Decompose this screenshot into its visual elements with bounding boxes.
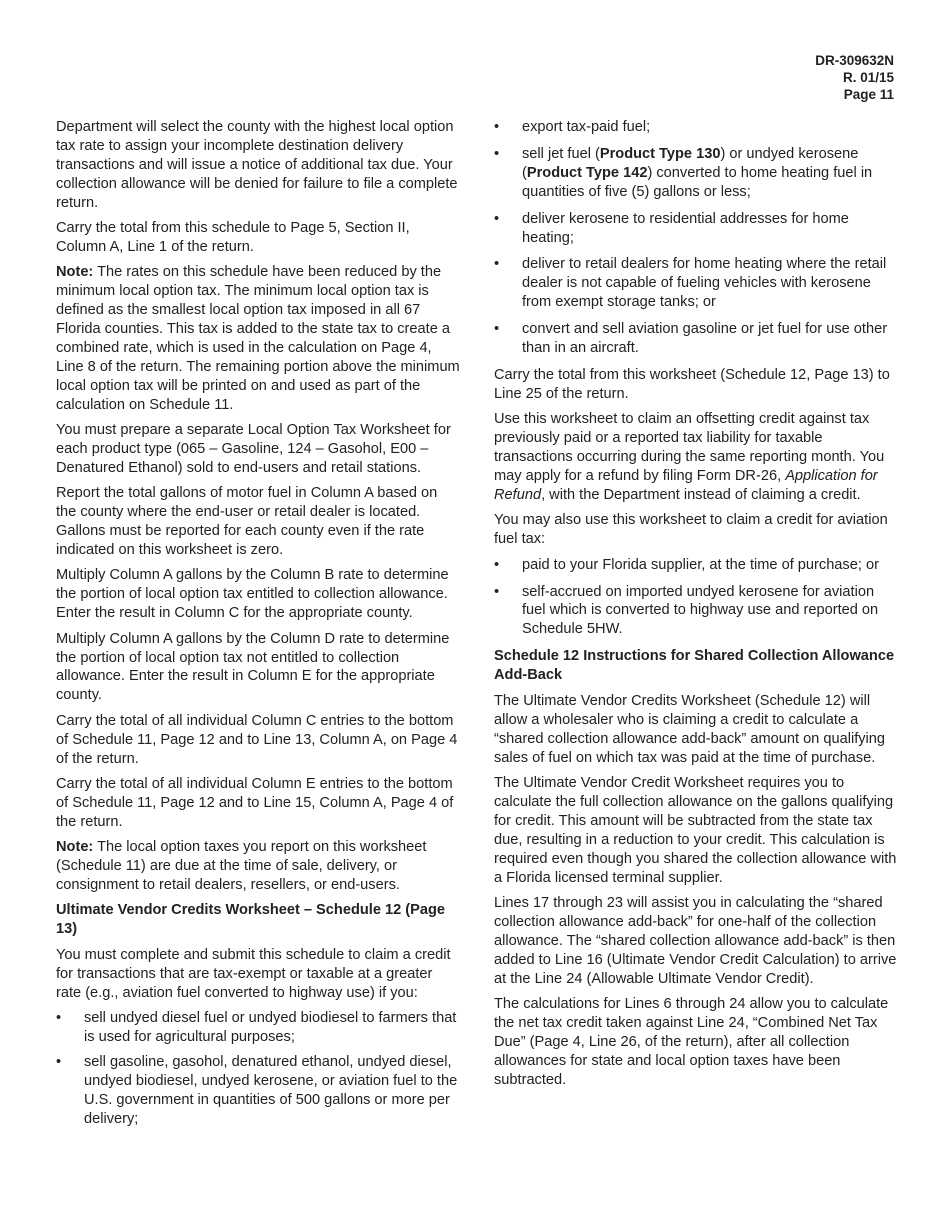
note-text: The rates on this schedule have been reduced by the minimum local option tax. The minimum local option tax is defined as the smallest local option tax imposed in all 67 Florida counties. This tax is added to the state tax to create a combined rate, which is used in the calculation on Page 4, Line 8 of the return. The remaining portion above the minimum local option tax will be printed on and used as part of the calculation on Schedule 11. xyxy=(56,264,460,413)
paragraph: Carry the total of all individual Column C entries to the bottom of Schedule 11, Page 12 and to Line 13, Column A, on Page 4 of the return. xyxy=(56,712,458,767)
bullet-list xyxy=(494,118,898,358)
list-item: • deliver kerosene to residential addresses for home heating; xyxy=(494,210,898,248)
paragraph: The Ultimate Vendor Credit Worksheet requires you to calculate the full collection allowance on the gallons qualifying for credit. This amount will be subtracted from the state tax due, resulting in a reduction to your credit. This calculation is required even though you shared the collection allowance with a Florida licensed terminal supplier. xyxy=(494,775,897,886)
note-paragraph xyxy=(56,838,461,895)
paragraph: The Ultimate Vendor Credits Worksheet (Schedule 12) will allow a wholesaler who is claiming a credit to calculate a “shared collection allowance add-back” amount on qualifying sales of fuel on which tax was paid at the time of purchase. xyxy=(494,693,886,766)
list-item: • paid to your Florida supplier, at the time of purchase; or xyxy=(494,556,898,575)
list-item xyxy=(494,145,898,202)
right-column xyxy=(494,118,898,1096)
form-title: Application for Refund xyxy=(494,468,878,503)
paragraph: The calculations for Lines 6 through 24 allow you to calculate the net tax credit taken against Line 24, “Combined Net Tax Due” (Page 4, Line 26, of the return), after all collection allowances for state and local option taxes have been subtracted. xyxy=(494,996,889,1088)
paragraph: Lines 17 through 23 will assist you in calculating the “shared collection allowance add-back” for one-half of the collection allowance. The “shared collection allowance add-back” is then added to Line 16 (Ultimate Vendor Credit Calculation) to arrive at the Line 24 (Allowable Ultimate Vendor Credit). xyxy=(494,895,897,987)
list-item: • sell undyed diesel fuel or undyed biodiesel to farmers that is used for agricultural purposes; xyxy=(56,1009,461,1047)
note-text: The local option taxes you report on this worksheet (Schedule 11) are due at the time of sale, delivery, or consignment to retail dealers, resellers, or end-users. xyxy=(56,839,427,894)
paragraph: You may also use this worksheet to claim a credit for aviation fuel tax: xyxy=(494,512,888,548)
form-number: DR-309632N xyxy=(815,53,894,68)
list-item: • export tax-paid fuel; xyxy=(494,118,898,137)
list-item-text: ) or undyed kerosene ( xyxy=(522,145,859,181)
paragraph: You must complete and submit this schedule to claim a credit for transactions that are tax-exempt or taxable at a greater rate (e.g., aviation fuel converted to highway use) if you: xyxy=(56,947,451,1002)
product-type: Product Type 130 xyxy=(599,145,721,162)
list-item-text: sell jet fuel ( xyxy=(522,145,600,162)
paragraph: You must prepare a separate Local Option Tax Worksheet for each product type (065 – Gasoline, 124 – Gasohol, E00 – Denatured Ethanol) sold to end-users and retail stations. xyxy=(56,422,451,476)
note-paragraph xyxy=(56,263,461,414)
list-item: • deliver to retail dealers for home heating where the retail dealer is not capable of fueling vehicles with kerosene from exempt storage tanks; or xyxy=(494,255,898,312)
list-item: • convert and sell aviation gasoline or jet fuel for use other than in an aircraft. xyxy=(494,320,898,358)
note-label: Note: xyxy=(56,264,94,281)
list-item: • self-accrued on imported undyed kerosene for aviation fuel which is converted to highway use and reported on Schedule 5HW. xyxy=(494,583,898,640)
paragraph: Multiply Column A gallons by the Column D rate to determine the portion of local option tax not entitled to collection allowance. Enter the result in Column E for the appropriate county. xyxy=(56,630,450,704)
paragraph: Department will select the county with the highest local option tax rate to assign your incomplete destination delivery transactions and will issue a notice of additional tax due. Your collection allowance will be denied for failure to file a complete return. xyxy=(56,119,458,211)
form-revision: R. 01/15 xyxy=(842,70,894,85)
form-header xyxy=(815,52,894,103)
list-item: • sell gasoline, gasohol, denatured ethanol, undyed diesel, undyed biodiesel, undyed kerosene, or aviation fuel to the U.S. government in quantities of 500 gallons or more per delivery; xyxy=(56,1053,461,1129)
paragraph: Carry the total of all individual Column E entries to the bottom of Schedule 11, Page 12 and to Line 15, Column A, Page 4 of the return. xyxy=(56,776,454,830)
left-column xyxy=(56,118,461,1135)
paragraph: Report the total gallons of motor fuel in Column A based on the county where the end-user or retail dealer is located. Gallons must be reported for each county even if the rate indicated on this worksheet is zero. xyxy=(56,485,438,559)
page-number: Page 11 xyxy=(843,87,894,102)
list-item-text: ) converted to home heating fuel in quantities of five (5) gallons or less; xyxy=(522,164,873,200)
bullet-list xyxy=(494,556,898,640)
paragraph xyxy=(494,410,898,505)
paragraph-text: , with the Department instead of claiming a credit. xyxy=(541,486,861,503)
section-heading: Ultimate Vendor Credits Worksheet – Schedule 12 (Page 13) xyxy=(56,902,446,938)
product-type: Product Type 142 xyxy=(526,164,648,181)
paragraph: Carry the total from this worksheet (Schedule 12, Page 13) to Line 25 of the return. xyxy=(494,366,890,402)
section-heading: Schedule 12 Instructions for Shared Collection Allowance Add-Back xyxy=(494,648,895,684)
paragraph: Multiply Column A gallons by the Column B rate to determine the portion of local option tax entitled to collection allowance. Enter the result in Column C for the appropriate county. xyxy=(56,567,449,622)
note-label: Note: xyxy=(56,839,94,856)
paragraph-text: Use this worksheet to claim an offsetting credit against tax previously paid or a reported tax liability for taxable transactions occurring during the same reporting month. You may apply for a refund by filing Form DR-26, xyxy=(494,411,885,484)
bullet-list xyxy=(56,1009,461,1128)
paragraph: Carry the total from this schedule to Page 5, Section II, Column A, Line 1 of the return. xyxy=(56,220,410,255)
